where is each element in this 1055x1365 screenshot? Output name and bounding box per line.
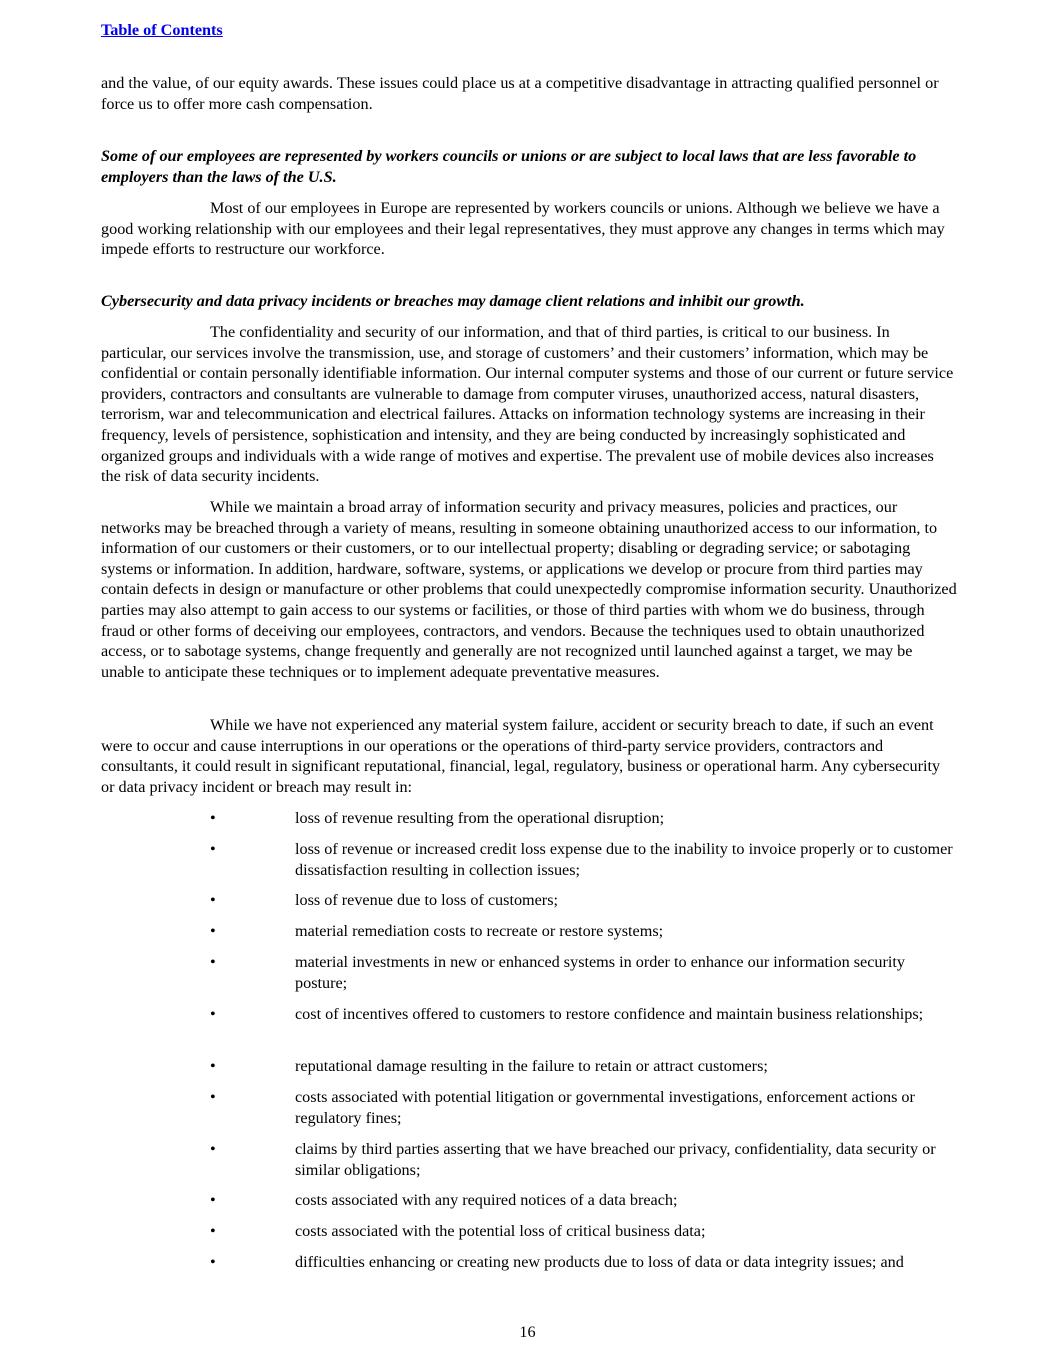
list-item-text: costs associated with the potential loss of critical business data; [295,1222,706,1240]
table-of-contents-link[interactable]: Table of Contents [101,21,223,39]
paragraph-security-measures: While we maintain a broad array of information security and privacy measures, policies and practices, our networks may be breached through a variety of means, resulting in someone obtaining unauthorized access to our information, to information of our customers or their customers, or to our intellectual property; disabling or degrading service; or sabotaging systems or information. In addition, hardware, software, systems, or applications we develop or procure from third parties may contain defects in design or manufacture or other problems that could unexpectedly compromise information security. Unauthorized parties may also attempt to gain access to our systems or facilities, or those of third parties with whom we do business, through fraud or other forms of deceiving our employees, contractors, and vendors. Because the techniques used to obtain unauthorized access, or to sabotage systems, change frequently and generally are not recognized until launched against a target, we may be unable to anticipate these techniques or to implement adequate preventative measures. [101,498,957,681]
list-item-text: material investments in new or enhanced systems in order to enhance our information security posture; [295,953,905,992]
heading-cybersecurity: Cybersecurity and data privacy incidents or breaches may damage client relations and inhibit our growth. [101,292,805,310]
paragraph-workers-councils: Most of our employees in Europe are represented by workers councils or unions. Although we believe we have a good working relationship with our employees and their legal representatives, they must approve any changes in terms which may impede efforts to restructure our workforce. [101,199,945,259]
bullet-icon: • [210,1088,216,1106]
bullet-icon: • [210,840,216,858]
paragraph-breach-consequences: While we have not experienced any material system failure, accident or security breach to date, if such an event were to occur and cause interruptions in our operations or the operations of third-party service providers, contractors and consultants, it could result in significant reputational, financial, legal, regulatory, business or operational harm. Any cybersecurity or data privacy incident or breach may result in: [101,716,941,796]
list-item-text: loss of revenue or increased credit loss expense due to the inability to invoice properly or to customer dissatisfaction resulting in collection issues; [295,840,953,879]
bullet-icon: • [210,1057,216,1075]
list-item-text: reputational damage resulting in the failure to retain or attract customers; [295,1057,768,1075]
bullet-icon: • [210,809,216,827]
list-item-text: loss of revenue resulting from the operational disruption; [295,809,665,827]
list-item-text: costs associated with potential litigation or governmental investigations, enforcement actions or regulatory fines; [295,1088,915,1127]
list-item-text: costs associated with any required notices of a data breach; [295,1191,678,1209]
list-item-text: material remediation costs to recreate or restore systems; [295,922,664,940]
list-item-text: cost of incentives offered to customers to restore confidence and maintain business relationships; [295,1005,924,1023]
bullet-icon: • [210,953,216,971]
page-number: 16 [519,1323,536,1341]
bullet-icon: • [210,1140,216,1158]
paragraph-equity-awards: and the value, of our equity awards. These issues could place us at a competitive disadvantage in attracting qualified personnel or force us to offer more cash compensation. [101,74,939,113]
heading-workers-councils: Some of our employees are represented by workers councils or unions or are subject to local laws that are less favorable to employers than the laws of the U.S. [101,147,917,186]
bullet-icon: • [210,891,216,909]
bullet-icon: • [210,922,216,940]
list-item-text: difficulties enhancing or creating new products due to loss of data or data integrity issues; and [295,1253,904,1271]
paragraph-confidentiality: The confidentiality and security of our information, and that of third parties, is critical to our business. In particular, our services involve the transmission, use, and storage of customers’ and their customers’ information, which may be confidential or contain personally identifiable information. Our internal computer systems and those of our current or future service providers, contractors and consultants are vulnerable to damage from computer viruses, unauthorized access, natural disasters, terrorism, war and telecommunication and electrical failures. Attacks on information technology systems are increasing in their frequency, levels of persistence, sophistication and intensity, and they are being conducted by increasingly sophisticated and organized groups and individuals with a wide range of motives and expertise. The prevalent use of mobile devices also increases the risk of data security incidents. [101,323,954,486]
bullet-icon: • [210,1005,216,1023]
list-item-text: loss of revenue due to loss of customers; [295,891,558,909]
list-item-text: claims by third parties asserting that we have breached our privacy, confidentiality, data security or similar obligations; [295,1140,936,1179]
bullet-icon: • [210,1222,216,1240]
bullet-icon: • [210,1191,216,1209]
bullet-icon: • [210,1253,216,1271]
